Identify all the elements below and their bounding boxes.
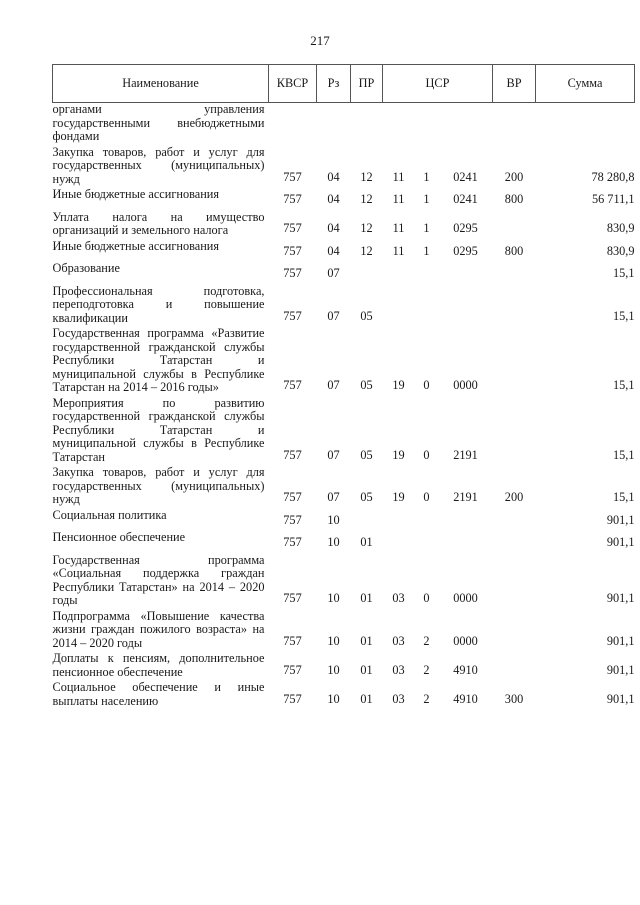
cell-rz: 10 [327,662,340,677]
cell-pr: 12 [360,243,373,258]
cell-sum: 56 711,1 [591,192,635,206]
cell-csr-direction: 0000 [453,378,478,392]
cell-name: Государственная программа «Социальная поддержка граждан Республики Татарстан» на 2014 – 2020 годы [52,552,265,607]
table-row [53,466,635,509]
cell-csr-direction: 0295 [453,221,478,235]
cell-csr-program: 19 [392,490,405,504]
cell-sum: 901,1 [606,535,635,549]
page-number: 217 [310,33,330,48]
cell-csr-direction: 2191 [453,447,478,462]
cell-csr-program: 11 [392,221,405,235]
cell-pr [351,262,383,285]
cell-kvsr: 757 [283,591,302,605]
cell-pr: 05 [360,308,373,323]
cell-csr-direction: 0241 [453,192,478,206]
cell-kvsr: 757 [283,266,302,280]
cell-kvsr: 757 [283,192,302,206]
cell-sum: 901,1 [606,662,635,677]
cell-rz [317,103,351,146]
cell-csr-program: 11 [392,169,405,184]
cell-kvsr: 757 [283,169,302,184]
cell-csr-program [383,531,415,554]
cell-csr-subprogram: 2 [423,662,430,677]
cell-csr-direction [439,531,493,554]
cell-csr-direction [439,285,493,328]
cell-csr-subprogram: 2 [423,691,430,706]
cell-sum: 830,9 [606,221,635,235]
cell-rz: 10 [327,512,340,527]
cell-kvsr: 757 [283,512,302,527]
cell-kvsr: 757 [283,490,302,504]
table-row [53,397,635,467]
table-row [53,211,635,240]
table-row [53,146,635,189]
cell-vr [493,262,536,285]
table-row [53,103,635,146]
cell-vr: 200 [504,490,524,504]
cell-rz: 10 [327,535,340,549]
cell-pr [351,509,383,532]
cell-csr-direction [439,509,493,532]
cell-csr-subprogram: 1 [423,192,430,206]
cell-csr-program: 03 [392,633,405,648]
cell-pr: 12 [360,169,373,184]
cell-rz: 07 [327,447,340,462]
cell-kvsr: 757 [283,691,302,706]
table-row [53,681,635,710]
cell-name: органами управления государственными внебюджетными фондами [52,102,265,143]
cell-pr: 05 [360,378,373,392]
cell-sum [536,103,635,146]
cell-vr [493,327,536,397]
cell-name: Государственная программа «Развитие государственной гражданской службы Республики Татарстан и муниципальной службы в Республике Татарстан на 2014 – 2016 годы» [52,326,265,394]
cell-vr: 800 [504,243,524,258]
cell-name: Мероприятия по развитию государственной гражданской службы Республики Татарстан и муниципальной службы в Республике Татарстан [52,395,265,464]
cell-pr: 01 [360,591,373,605]
header-vr: ВР [493,65,536,103]
cell-csr-direction: 4910 [453,662,478,677]
cell-csr-program: 03 [392,662,405,677]
cell-pr: 12 [360,221,373,235]
cell-pr: 05 [360,490,373,504]
cell-kvsr: 757 [283,535,302,549]
table-row [53,652,635,681]
header-sum: Сумма [536,65,635,103]
header-pr: ПР [351,65,383,103]
cell-rz: 04 [327,169,340,184]
budget-table [52,64,635,710]
cell-kvsr: 757 [283,221,302,235]
cell-sum: 15,1 [613,266,635,280]
cell-rz: 07 [327,378,340,392]
cell-sum: 15,1 [613,447,635,462]
cell-rz: 07 [327,266,340,280]
header-rz: Рз [317,65,351,103]
cell-vr [493,509,536,532]
cell-rz: 10 [327,691,340,706]
cell-csr-subprogram: 0 [423,490,430,504]
cell-csr-program: 19 [392,378,405,392]
cell-csr-subprogram: 0 [423,447,430,462]
cell-name: Профессиональная подготовка, переподготовка и повышение квалификации [52,283,265,325]
cell-rz: 10 [327,591,340,605]
table-header-row [53,65,635,103]
cell-pr: 01 [360,691,373,706]
cell-rz: 04 [327,192,340,206]
cell-csr-program: 11 [392,243,405,258]
cell-pr [351,103,383,146]
cell-sum: 15,1 [613,308,635,323]
cell-vr: 300 [504,691,524,706]
cell-pr: 05 [360,447,373,462]
cell-vr [493,531,536,554]
cell-pr: 01 [360,633,373,648]
cell-vr [493,211,536,240]
cell-csr-subprogram [415,262,439,285]
cell-csr-subprogram [415,509,439,532]
header-name: Наименование [53,65,269,103]
cell-csr-subprogram: 1 [423,243,430,258]
cell-sum: 15,1 [613,490,635,504]
cell-pr: 01 [360,662,373,677]
cell-rz: 07 [327,308,340,323]
cell-csr-direction: 0000 [453,633,478,648]
cell-sum: 901,1 [606,591,635,605]
cell-kvsr: 757 [283,243,302,258]
cell-csr-subprogram: 0 [423,591,430,605]
cell-sum: 901,1 [606,633,635,648]
cell-csr-direction: 0241 [453,169,478,184]
cell-csr-direction: 4910 [453,691,478,706]
cell-pr: 01 [360,535,373,549]
cell-name: Закупка товаров, работ и услуг для государственных (муниципальных) нужд [52,144,265,186]
cell-kvsr [269,103,317,146]
table-row [53,285,635,328]
cell-name: Пенсионное обеспечение [52,530,186,544]
cell-sum: 15,1 [613,378,635,392]
cell-csr-direction: 2191 [453,490,478,504]
cell-vr [493,285,536,328]
cell-csr-direction [439,262,493,285]
table-row [53,188,635,211]
cell-vr [493,103,536,146]
cell-vr [493,397,536,467]
cell-kvsr: 757 [283,308,302,323]
cell-vr [493,554,536,610]
cell-kvsr: 757 [283,662,302,677]
cell-kvsr: 757 [283,633,302,648]
cell-rz: 10 [327,633,340,648]
table-row [53,531,635,554]
cell-vr [493,652,536,681]
cell-name: Образование [52,261,120,275]
cell-csr-direction: 0295 [453,243,478,258]
cell-csr-program: 19 [392,447,405,462]
cell-csr-subprogram [415,531,439,554]
cell-csr-program: 03 [392,691,405,706]
table-body [53,103,635,711]
table-row [53,327,635,397]
cell-csr-program [383,285,415,328]
cell-sum: 901,1 [606,691,635,706]
cell-vr: 200 [504,169,524,184]
header-kvsr: КВСР [269,65,317,103]
table-row [53,509,635,532]
cell-csr-subprogram: 2 [423,633,430,648]
cell-name: Социальная политика [52,507,167,522]
cell-name: Закупка товаров, работ и услуг для государственных (муниципальных) нужд [52,465,265,506]
cell-name: Уплата налога на имущество организаций и земельного налога [52,209,265,237]
table-row [53,554,635,610]
cell-name: Социальное обеспечение и иные выплаты населению [52,680,265,708]
cell-vr: 800 [504,192,524,206]
cell-name: Подпрограмма «Повышение качества жизни граждан пожилого возраста» на 2014 – 2020 годы [52,608,265,650]
cell-kvsr: 757 [283,447,302,462]
cell-csr-direction [439,103,493,146]
cell-csr-program [383,509,415,532]
cell-csr-program [383,262,415,285]
cell-name: Иные бюджетные ассигнования [52,238,220,253]
cell-csr-subprogram [415,285,439,328]
header-csr: ЦСР [383,65,493,103]
cell-name: Доплаты к пенсиям, дополнительное пенсионное обеспечение [52,651,265,679]
table-row [53,610,635,653]
cell-csr-program: 11 [392,192,405,206]
cell-csr-subprogram: 1 [423,169,430,184]
table-row [53,262,635,285]
cell-pr: 12 [360,192,373,206]
cell-rz: 04 [327,221,340,235]
cell-kvsr: 757 [283,378,302,392]
cell-csr-program: 03 [392,591,405,605]
table-row [53,240,635,263]
cell-vr [493,610,536,653]
cell-csr-direction: 0000 [453,591,478,605]
cell-rz: 04 [327,243,340,258]
cell-csr-subprogram: 1 [423,221,430,235]
cell-rz: 07 [327,490,340,504]
cell-name: Иные бюджетные ассигнования [52,187,220,201]
cell-csr-program [383,103,415,146]
cell-sum: 830,9 [606,243,635,258]
cell-sum: 78 280,8 [591,169,635,184]
cell-csr-subprogram: 0 [423,378,430,392]
cell-csr-subprogram [415,103,439,146]
cell-sum: 901,1 [606,512,635,527]
